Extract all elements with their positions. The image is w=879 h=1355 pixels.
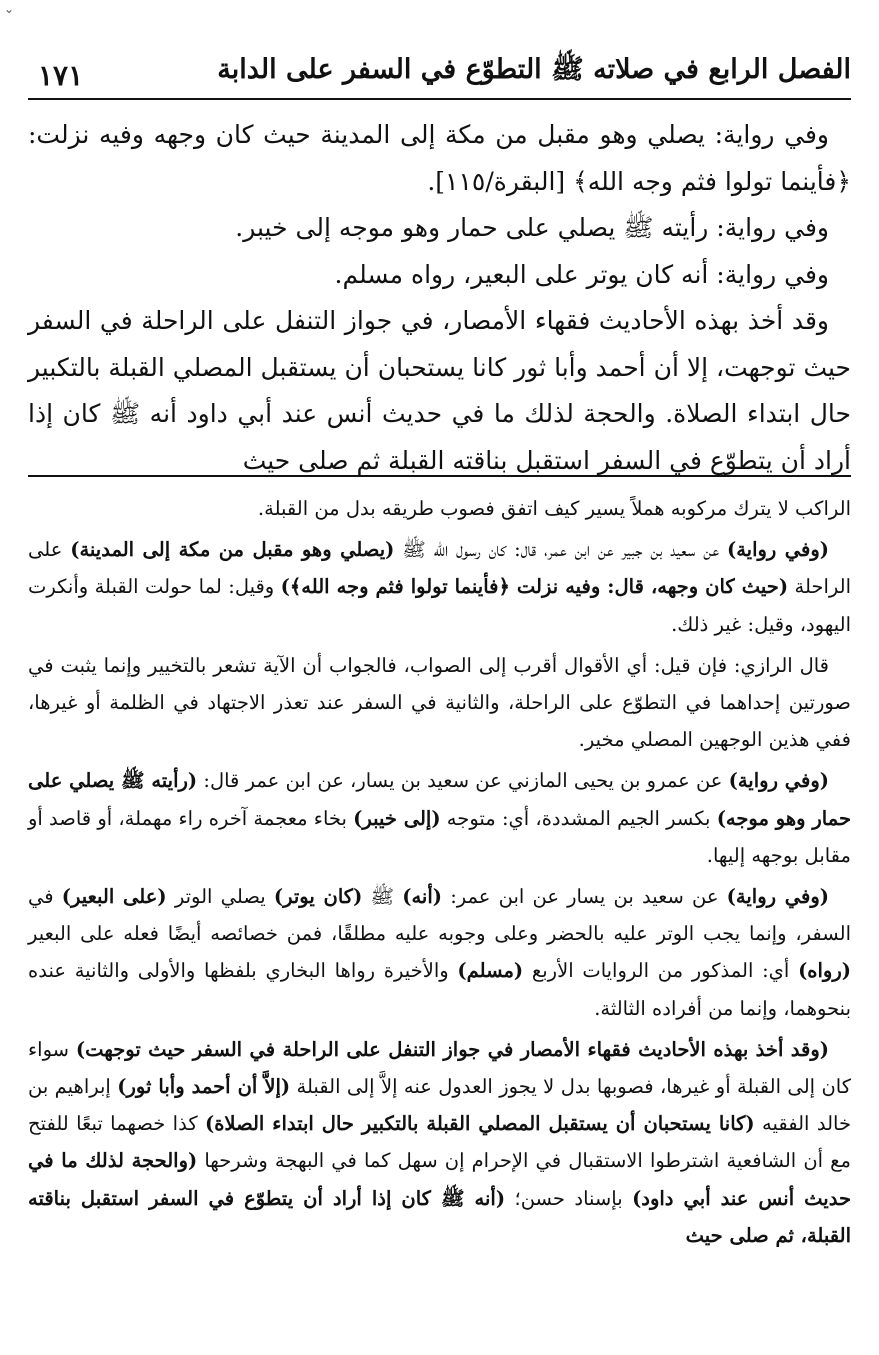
matn-paragraph-4: وقد أخذ بهذه الأحاديث فقهاء الأمصار، في جواز التنفل على الراحلة في السفر حيث توجهت، إلا أن أحمد وأبا ثور كانا يستحبان أن يستقبل المصلي القبلة بالتكبير حال ابتداء الصلاة. والحجة لذلك ما في حديث أنس عند أبي داود أنه ﷺ كان إذا أراد أن يتطوّع في السفر استقبل بناقته القبلة ثم صلى حيث xyxy=(28,306,851,475)
text: عن عمرو بن يحيى المازني عن سعيد بن يسار، عن ابن عمر قال: xyxy=(197,769,729,793)
commentary xyxy=(28,490,851,1258)
quote: (وقد أخذ بهذه الأحاديث فقهاء الأمصار في جواز التنفل على الراحلة في السفر حيث توجهت) xyxy=(75,1037,830,1061)
text: بخاء معجمة آخره راء مهملة، أو قاصد أو مقابل بوجهه إليها. xyxy=(28,806,851,867)
quote: (رواه) xyxy=(798,959,851,983)
quote: (على البعير) xyxy=(61,885,167,909)
text: يصلي الوتر xyxy=(166,885,274,909)
quote: (وفي رواية) xyxy=(726,538,829,562)
text: عن سعيد بن جبير عن ابن عمر، قال: كان رسول الله ﷺ xyxy=(394,538,727,562)
quote: (كانا يستحبان أن يستقبل المصلي القبلة بالتكبير حال ابتداء الصلاة) xyxy=(204,1112,755,1136)
text: أي: المذكور من الروايات الأربع xyxy=(523,959,799,983)
text: في السفر، وإنما يجب الوتر عليه بالحضر وعلى وجوبه عليه مطلقًا، فمن خصائصه أيضًا فعله على البعير xyxy=(28,885,851,946)
text: سواء كان إلى القبلة أو غيرها، فصوبها بدل لا يجوز العدول عنه إلاَّ إلى القبلة xyxy=(28,1037,852,1099)
text: بإسناد حسن؛ xyxy=(505,1186,633,1210)
quote: (إلاَّ أن أحمد وأبا ثور) xyxy=(117,1075,291,1099)
footnote-separator xyxy=(28,475,851,477)
corner-mark: ⌄ xyxy=(4,2,15,16)
quote: (وفي رواية) xyxy=(726,885,830,909)
commentary-paragraph-2: قال الرازي: فإن قيل: أي الأقوال أقرب إلى الصواب، فالجواب أن الآية تشعر بالتخيير وإنما يثبت في صورتين إحداهما في التطوّع على الراحلة، والثانية في السفر عند تعذر الاجتهاد في الظلمة أو غيرها، ففي هذين الوجهين المصلي مخير. xyxy=(28,653,851,752)
quote: (رأيته ﷺ يصلي على حمار وهو موجه) xyxy=(28,769,852,830)
quote: (أنه) xyxy=(402,885,443,909)
text: على الراحلة xyxy=(28,538,851,599)
page-number: ١٧١ xyxy=(38,59,84,92)
commentary-paragraph-1 xyxy=(28,531,851,643)
quote: (إلى خيبر) xyxy=(353,806,441,830)
text: وقيل: لما حولت القبلة وأنكرت اليهود، وقيل: غير ذلك. xyxy=(28,575,851,636)
matn-paragraph-1: وفي رواية: يصلي وهو مقبل من مكة إلى المدينة حيث كان وجهه وفيه نزلت: ﴿فأينما تولوا فثم وجه الله﴾ [البقرة/١١٥]. xyxy=(28,120,851,196)
commentary-paragraph-3 xyxy=(28,762,851,874)
matn-paragraph-3: وفي رواية: أنه كان يوتر على البعير، رواه مسلم. xyxy=(334,259,829,289)
main-text xyxy=(28,112,851,484)
commentary-paragraph-5 xyxy=(28,1031,851,1254)
text: كذا خصهما تبعًا للفتح مع أن الشافعية اشترطوا الاستقبال في الإحرام إن سهل كما في البهجة وشرحها xyxy=(28,1112,851,1173)
text: عن سعيد بن يسار عن ابن عمر: xyxy=(442,885,727,909)
quote: (حيث كان وجهه، قال: وفيه نزلت ﴿فأينما تولوا فثم وجه الله﴾) xyxy=(280,575,789,599)
quote: (وفي رواية) xyxy=(728,769,829,793)
matn-paragraph-2: وفي رواية: رأيته ﷺ يصلي على حمار وهو موجه إلى خيبر. xyxy=(235,213,829,242)
chapter-title: الفصل الرابع في صلاته ﷺ التطوّع في السفر على الدابة xyxy=(217,54,851,85)
commentary-paragraph-0: الراكب لا يترك مركوبه هملاً يسير كيف اتفق فصوب طريقه بدل من القبلة. xyxy=(257,497,851,520)
text: بكسر الجيم المشددة، أي: متوجه xyxy=(440,806,717,830)
quote: (أنه ﷺ كان إذا أراد أن يتطوّع في السفر استقبل بناقته القبلة، ثم صلى حيث xyxy=(28,1186,851,1247)
quote: (مسلم) xyxy=(457,959,524,983)
text: والأخيرة رواها البخاري بلفظها والأولى والثانية عنده بنحوهما، وإنما من أفراده الثالثة. xyxy=(28,959,851,1020)
quote: (والحجة لذلك ما في حديث أنس عند أبي داود) xyxy=(28,1149,851,1210)
running-header xyxy=(28,50,851,100)
commentary-paragraph-4 xyxy=(28,878,851,1027)
text: ﷺ xyxy=(362,885,403,909)
quote: (كان يوتر) xyxy=(273,885,363,909)
quote: (يصلي وهو مقبل من مكة إلى المدينة) xyxy=(70,538,395,562)
text: إبراهيم بن خالد الفقيه xyxy=(28,1075,852,1136)
